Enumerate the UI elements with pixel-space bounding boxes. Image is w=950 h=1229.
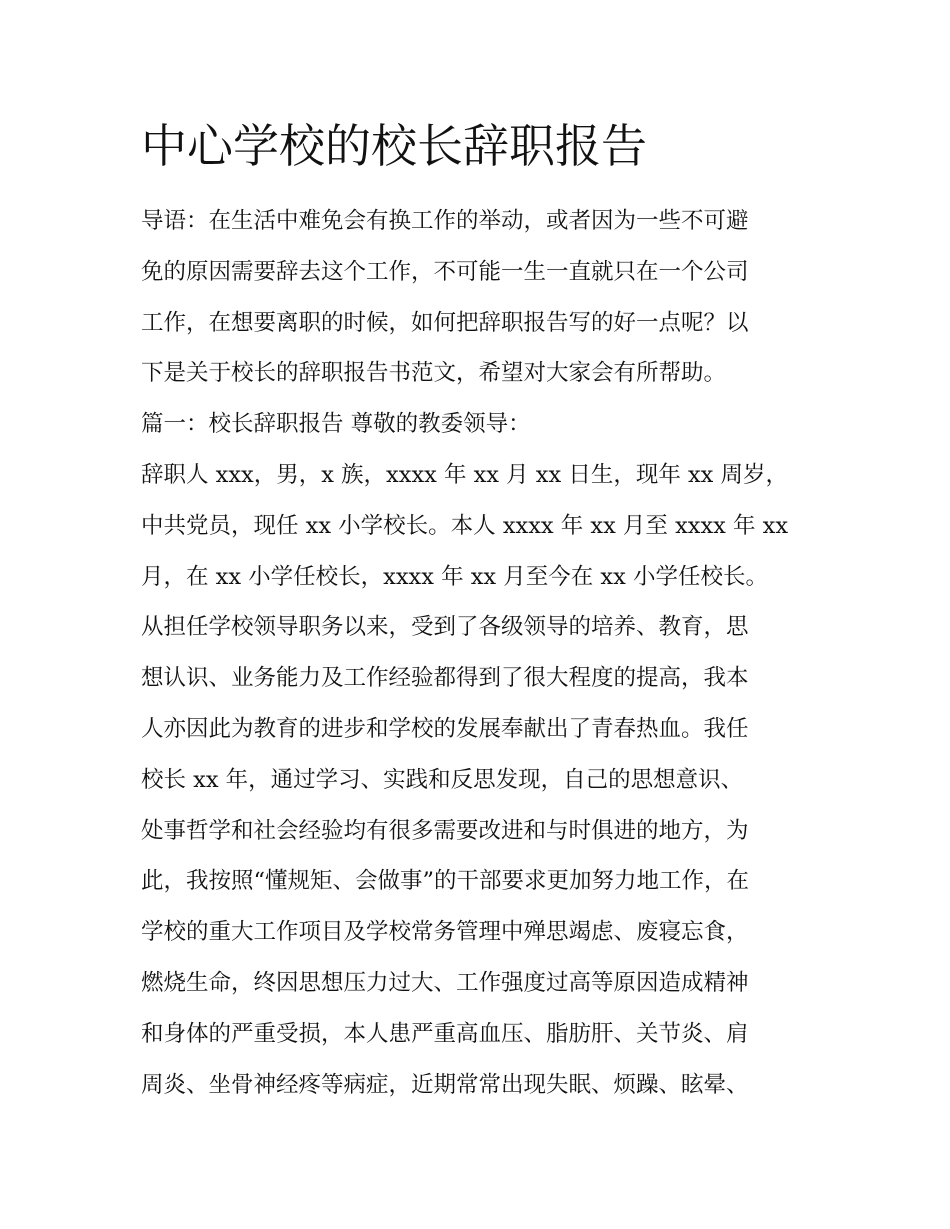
- body-line: 燃烧生命，终因思想压力过大、工作强度过高等原因造成精神: [141, 969, 749, 996]
- body-line: 辞职人 xxx，男，x 族，xxxx 年 xx 月 xx 日生，现年 xx 周岁，: [141, 461, 789, 488]
- body-line: 校长 xx 年，通过学习、实践和反思发现，自己的思想意识、: [141, 766, 744, 793]
- body-line: 人亦因此为教育的进步和学校的发展奉献出了青春热血。我任: [141, 715, 749, 742]
- body-line: 月，在 xx 小学任校长，xxxx 年 xx 月至今在 xx 小学任校长。: [141, 563, 768, 590]
- document-title: 中心学校的校长辞职报告: [141, 119, 647, 173]
- body-line-intro-4: 下是关于校长的辞职报告书范文，希望对大家会有所帮助。: [141, 360, 727, 387]
- body-line: 周炎、坐骨神经疼等病症，近期常常出现失眠、烦躁、眩晕、: [141, 1071, 749, 1098]
- section-heading-line: 篇一：校长辞职报告 尊敬的教委领导：: [141, 411, 531, 438]
- body-line: 中共党员，现任 xx 小学校长。本人 xxxx 年 xx 月至 xxxx 年 xx: [141, 512, 789, 539]
- body-line: 此，我按照“懂规矩、会做事”的干部要求更加努力地工作，在: [141, 868, 750, 895]
- body-line: 和身体的严重受损，本人患严重高血压、脂肪肝、关节炎、肩: [141, 1020, 749, 1047]
- body-line: 想认识、业务能力及工作经验都得到了很大程度的提高，我本: [141, 665, 749, 692]
- body-line-intro-3: 工作，在想要离职的时候，如何把辞职报告写的好一点呢？以: [141, 309, 749, 336]
- body-line: 学校的重大工作项目及学校常务管理中殚思竭虑、废寝忘食，: [141, 919, 749, 946]
- body-line: 处事哲学和社会经验均有很多需要改进和与时俱进的地方，为: [141, 817, 749, 844]
- body-line-intro-2: 免的原因需要辞去这个工作，不可能一生一直就只在一个公司: [141, 258, 749, 285]
- document-body: [141, 196, 821, 1110]
- body-line: 从担任学校领导职务以来，受到了各级领导的培养、教育，思: [141, 614, 749, 641]
- body-line-intro-1: 导语：在生活中难免会有换工作的举动，或者因为一些不可避: [141, 208, 749, 234]
